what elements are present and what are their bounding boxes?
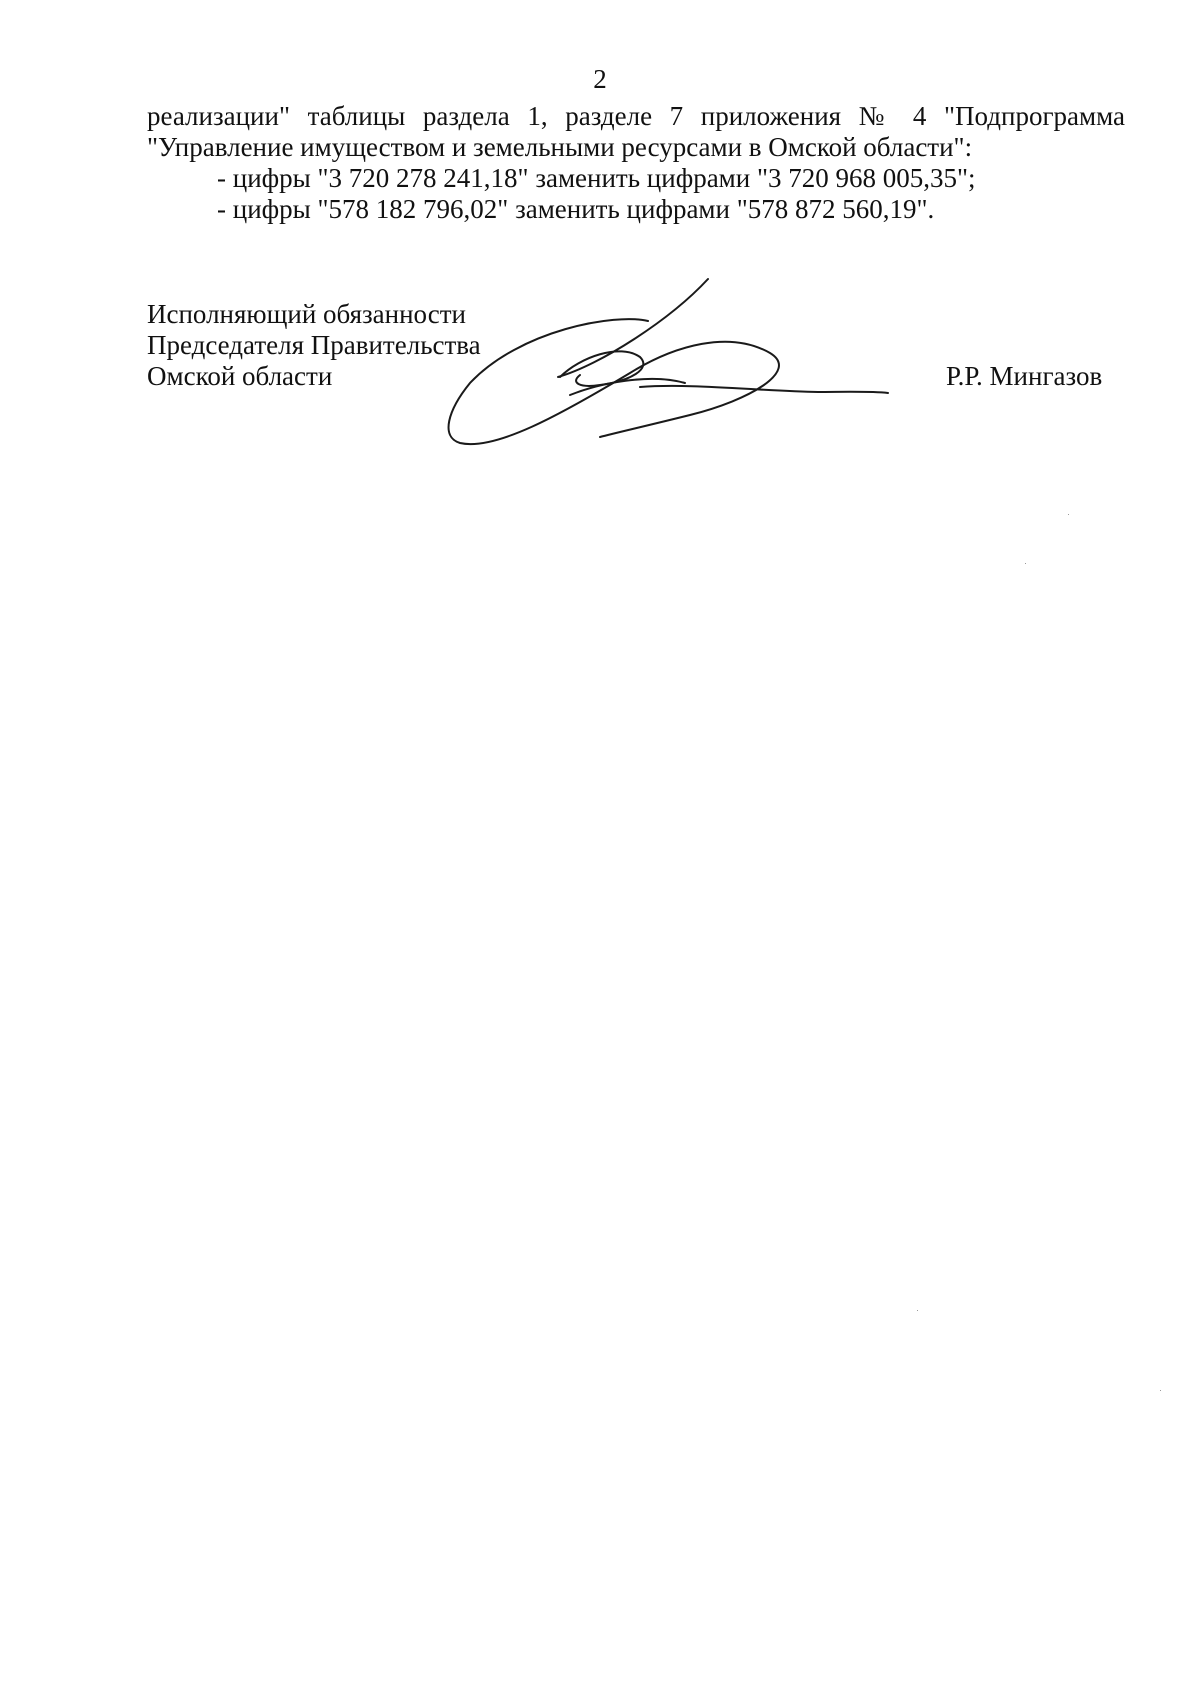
signatory-title [147,299,481,392]
scan-speck [1025,563,1026,564]
document-body [147,101,1125,225]
signatory-line-3: Омской области [147,361,333,391]
handwritten-signature [440,265,920,465]
paragraph-line-2: "Управление имуществом и земельными ресурсами в Омской области": [147,132,973,162]
replacement-item-1: - цифры "3 720 278 241,18" заменить цифрами "3 720 968 005,35"; [217,163,976,193]
signatory-line-1: Исполняющий обязанности [147,299,466,329]
scan-speck [1068,514,1069,515]
signer-name: Р.Р. Мингазов [946,361,1103,391]
signature-stroke-inner-2 [570,379,685,395]
replacement-item-2: - цифры "578 182 796,02" заменить цифрами "578 872 560,19". [217,194,935,224]
signature-stroke-tail [640,386,888,393]
scan-speck [917,1310,918,1311]
page-number: 2 [593,64,607,94]
paragraph-line-1: реализации" таблицы раздела 1, разделе 7 приложения № 4 "Подпрограмма [147,101,1125,131]
signatory-line-2: Председателя Правительства [147,330,481,360]
scan-speck [1160,1390,1161,1391]
